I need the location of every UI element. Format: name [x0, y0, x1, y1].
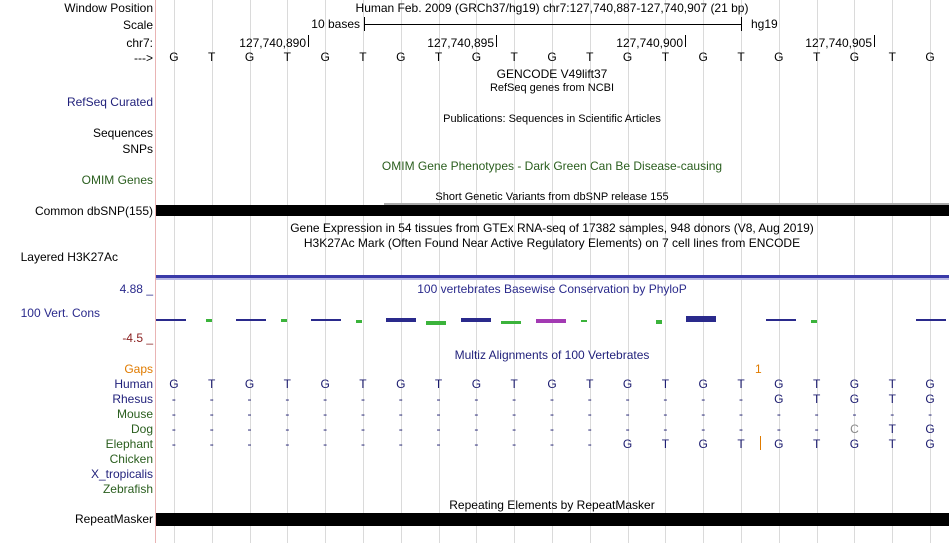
base-cell: -	[776, 407, 781, 421]
base-cell: -	[814, 407, 819, 421]
base-cell: T	[510, 377, 518, 391]
base-cell: -	[549, 437, 554, 451]
base-cell: -	[171, 407, 176, 421]
chr-label: chr7:	[126, 36, 153, 50]
base-cell: T	[661, 377, 670, 391]
window-position-text: Human Feb. 2009 (GRCh37/hg19) chr7:127,740,887-127,740,907 (21 bp)	[355, 1, 749, 15]
base-cell: -	[512, 422, 517, 436]
base-cell: G	[849, 377, 860, 391]
species-label-zebrafish[interactable]: Zebrafish	[102, 482, 153, 496]
base-cell: T	[737, 50, 745, 64]
base-cell: T	[888, 422, 896, 436]
base-cell: G	[925, 377, 935, 391]
base-cell: -	[436, 437, 441, 451]
gencode-track-title[interactable]: GENCODE V49lift37	[496, 67, 608, 81]
base-sequence-row	[155, 50, 949, 64]
alignment-row-elephant	[155, 437, 949, 451]
base-cell: -	[701, 407, 706, 421]
h3k27ac-signal-shade	[156, 278, 949, 280]
base-cell: G	[622, 437, 633, 451]
base-cell: G	[925, 422, 935, 436]
base-cell: -	[739, 392, 744, 406]
base-cell: -	[587, 422, 592, 436]
dbsnp-feature-bar[interactable]	[156, 205, 949, 216]
base-cell: T	[737, 377, 745, 391]
base-cell: T	[888, 392, 896, 406]
base-cell: -	[625, 407, 630, 421]
track-label-h3k27ac[interactable]: Layered H3K27Ac	[20, 250, 118, 264]
species-label-xtropicalis[interactable]: X_tropicalis	[90, 467, 153, 481]
base-cell: -	[663, 422, 668, 436]
base-cell: G	[169, 377, 179, 391]
base-cell: -	[625, 422, 630, 436]
alignment-row-human	[155, 377, 949, 391]
base-cell: T	[434, 377, 443, 391]
base-cell: -	[549, 422, 554, 436]
base-cell: -	[852, 407, 857, 421]
publications-track-title[interactable]: Publications: Sequences in Scientific Articles	[443, 113, 661, 125]
base-cell: T	[283, 50, 291, 64]
strand-arrow-button[interactable]: --->	[134, 51, 153, 65]
base-cell: T	[208, 377, 216, 391]
base-cell: G	[471, 50, 482, 64]
base-cell: G	[774, 377, 784, 391]
base-cell: -	[928, 407, 933, 421]
base-cell: -	[285, 407, 290, 421]
base-cell: G	[396, 377, 406, 391]
base-cell: T	[661, 437, 670, 451]
base-cell: -	[323, 437, 328, 451]
base-cell: -	[776, 422, 781, 436]
window-position-label: Window Position	[64, 1, 153, 15]
base-cell: -	[209, 392, 214, 406]
base-cell: -	[360, 437, 365, 451]
base-cell: -	[323, 392, 328, 406]
base-cell: -	[890, 407, 895, 421]
scale-label: Scale	[122, 18, 153, 32]
base-cell: T	[888, 50, 896, 64]
alignment-row-rhesus	[155, 392, 949, 406]
base-cell: -	[171, 437, 176, 451]
base-cell: -	[474, 392, 479, 406]
track-label-refseq[interactable]: RefSeq Curated	[66, 95, 153, 109]
base-cell: -	[512, 407, 517, 421]
base-cell: -	[285, 392, 290, 406]
assembly-text: hg19	[751, 17, 778, 31]
multiz-track-title[interactable]: Multiz Alignments of 100 Vertebrates	[454, 348, 650, 362]
h3k27ac-track-title[interactable]: H3K27Ac Mark (Often Found Near Active Regulatory Elements) on 7 cell lines from ENCODE	[303, 236, 801, 250]
base-cell: -	[587, 392, 592, 406]
base-cell: -	[663, 407, 668, 421]
base-cell: T	[812, 377, 821, 391]
base-cell: -	[549, 392, 554, 406]
base-cell: -	[209, 437, 214, 451]
cons-min-label: -4.5 _	[122, 331, 153, 345]
base-cell: T	[434, 50, 443, 64]
base-cell: T	[812, 392, 821, 406]
base-cell: T	[359, 377, 367, 391]
base-cell: T	[888, 377, 896, 391]
track-label-sequences[interactable]: Sequences	[92, 126, 153, 140]
base-cell: T	[812, 50, 821, 64]
base-cell: G	[774, 50, 784, 64]
base-cell: G	[320, 377, 330, 391]
base-cell: -	[739, 407, 744, 421]
dbsnp-feature-shadow	[384, 203, 949, 205]
base-cell: G	[849, 50, 860, 64]
base-cell: G	[169, 50, 179, 64]
species-label-elephant[interactable]: Elephant	[105, 437, 153, 451]
base-cell: -	[209, 422, 214, 436]
base-cell: -	[701, 392, 706, 406]
species-label-rhesus[interactable]: Rhesus	[112, 392, 153, 406]
base-cell: G	[244, 377, 255, 391]
species-label-chicken[interactable]: Chicken	[109, 452, 153, 466]
base-cell: G	[547, 50, 557, 64]
base-cell: T	[661, 50, 670, 64]
elephant-insertion-marker	[760, 436, 761, 450]
base-cell: G	[849, 437, 860, 451]
repeatmasker-track-title[interactable]: Repeating Elements by RepeatMasker	[449, 498, 655, 512]
base-cell: -	[247, 407, 252, 421]
track-label-conservation[interactable]: 100 Vert. Cons	[20, 306, 100, 320]
refseq-track-description: RefSeq genes from NCBI	[489, 82, 615, 94]
repeatmasker-feature-bar[interactable]	[156, 513, 949, 526]
base-cell: -	[398, 422, 403, 436]
coord-tick	[685, 35, 686, 47]
base-cell: -	[398, 407, 403, 421]
alignment-row-mouse	[155, 407, 949, 421]
base-cell: -	[323, 407, 328, 421]
coord-label: 127,740,890	[239, 36, 306, 50]
base-cell: T	[208, 50, 216, 64]
coord-tick	[308, 35, 309, 47]
base-cell: -	[474, 437, 479, 451]
base-cell: T	[812, 437, 821, 451]
base-cell: -	[587, 407, 592, 421]
base-cell: -	[398, 437, 403, 451]
base-cell: G	[471, 377, 482, 391]
base-cell: -	[512, 437, 517, 451]
base-cell: G	[774, 392, 784, 406]
gtex-track-title[interactable]: Gene Expression in 54 tissues from GTEx RNA-seq of 17382 samples, 948 donors (V8, Aug 2019)	[290, 221, 814, 235]
base-cell: -	[436, 392, 441, 406]
base-cell: -	[663, 392, 668, 406]
base-cell: G	[849, 392, 860, 406]
base-cell: -	[247, 422, 252, 436]
base-cell: -	[474, 422, 479, 436]
base-cell: -	[398, 392, 403, 406]
species-label-mouse[interactable]: Mouse	[116, 407, 153, 421]
phylop-track-title[interactable]: 100 vertebrates Basewise Conservation by PhyloP	[417, 282, 687, 296]
base-cell: -	[739, 422, 744, 436]
base-cell: -	[814, 422, 819, 436]
base-cell: -	[360, 422, 365, 436]
alignment-row-dog	[155, 422, 949, 436]
base-cell: G	[698, 437, 708, 451]
base-cell: G	[925, 392, 935, 406]
base-cell: T	[586, 50, 594, 64]
base-cell: G	[547, 377, 557, 391]
track-label-dbsnp[interactable]: Common dbSNP(155)	[34, 204, 153, 218]
base-cell: -	[247, 392, 252, 406]
base-cell: G	[396, 50, 406, 64]
conservation-wiggle	[156, 312, 949, 332]
base-cell: -	[512, 392, 517, 406]
track-label-gaps[interactable]: Gaps	[124, 362, 153, 376]
base-cell: T	[510, 50, 518, 64]
coord-label: 127,740,900	[616, 36, 683, 50]
base-cell: G	[622, 377, 633, 391]
base-cell: G	[698, 377, 708, 391]
species-label-human[interactable]: Human	[114, 377, 153, 391]
base-cell: T	[737, 437, 745, 451]
base-cell: -	[247, 437, 252, 451]
base-cell: -	[625, 392, 630, 406]
omim-track-title[interactable]: OMIM Gene Phenotypes - Dark Green Can Be Disease-causing	[381, 159, 723, 173]
base-cell: -	[474, 407, 479, 421]
dbsnp-track-title[interactable]: Short Genetic Variants from dbSNP release 155	[435, 191, 669, 203]
base-cell: -	[285, 437, 290, 451]
base-cell: -	[436, 422, 441, 436]
species-label-dog[interactable]: Dog	[130, 422, 153, 436]
base-cell: -	[587, 437, 592, 451]
base-cell: G	[320, 50, 330, 64]
base-cell: G	[774, 437, 784, 451]
track-label-repeatmasker[interactable]: RepeatMasker	[74, 512, 153, 526]
coord-tick	[496, 35, 497, 47]
base-cell: -	[360, 407, 365, 421]
base-cell: G	[622, 50, 633, 64]
base-cell: -	[549, 407, 554, 421]
base-cell: -	[285, 422, 290, 436]
base-cell: -	[436, 407, 441, 421]
base-cell: -	[323, 422, 328, 436]
base-cell: T	[359, 50, 367, 64]
base-cell: T	[888, 437, 896, 451]
cons-max-label: 4.88 _	[119, 282, 153, 296]
coord-label: 127,740,895	[427, 36, 494, 50]
base-cell: -	[209, 407, 214, 421]
base-cell: -	[360, 392, 365, 406]
base-cell: G	[925, 437, 935, 451]
base-cell: -	[171, 392, 176, 406]
gap-marker[interactable]: 1	[755, 362, 762, 376]
track-label-snps[interactable]: SNPs	[122, 142, 153, 156]
scale-text: 10 bases	[311, 17, 360, 31]
coord-label: 127,740,905	[805, 36, 872, 50]
coord-tick	[874, 35, 875, 47]
track-label-omim[interactable]: OMIM Genes	[81, 173, 153, 187]
base-cell: C	[850, 422, 859, 436]
base-cell: T	[283, 377, 291, 391]
base-cell: G	[925, 50, 935, 64]
base-cell: -	[171, 422, 176, 436]
base-cell: -	[701, 422, 706, 436]
base-cell: G	[244, 50, 255, 64]
base-cell: T	[586, 377, 594, 391]
base-cell: G	[698, 50, 708, 64]
